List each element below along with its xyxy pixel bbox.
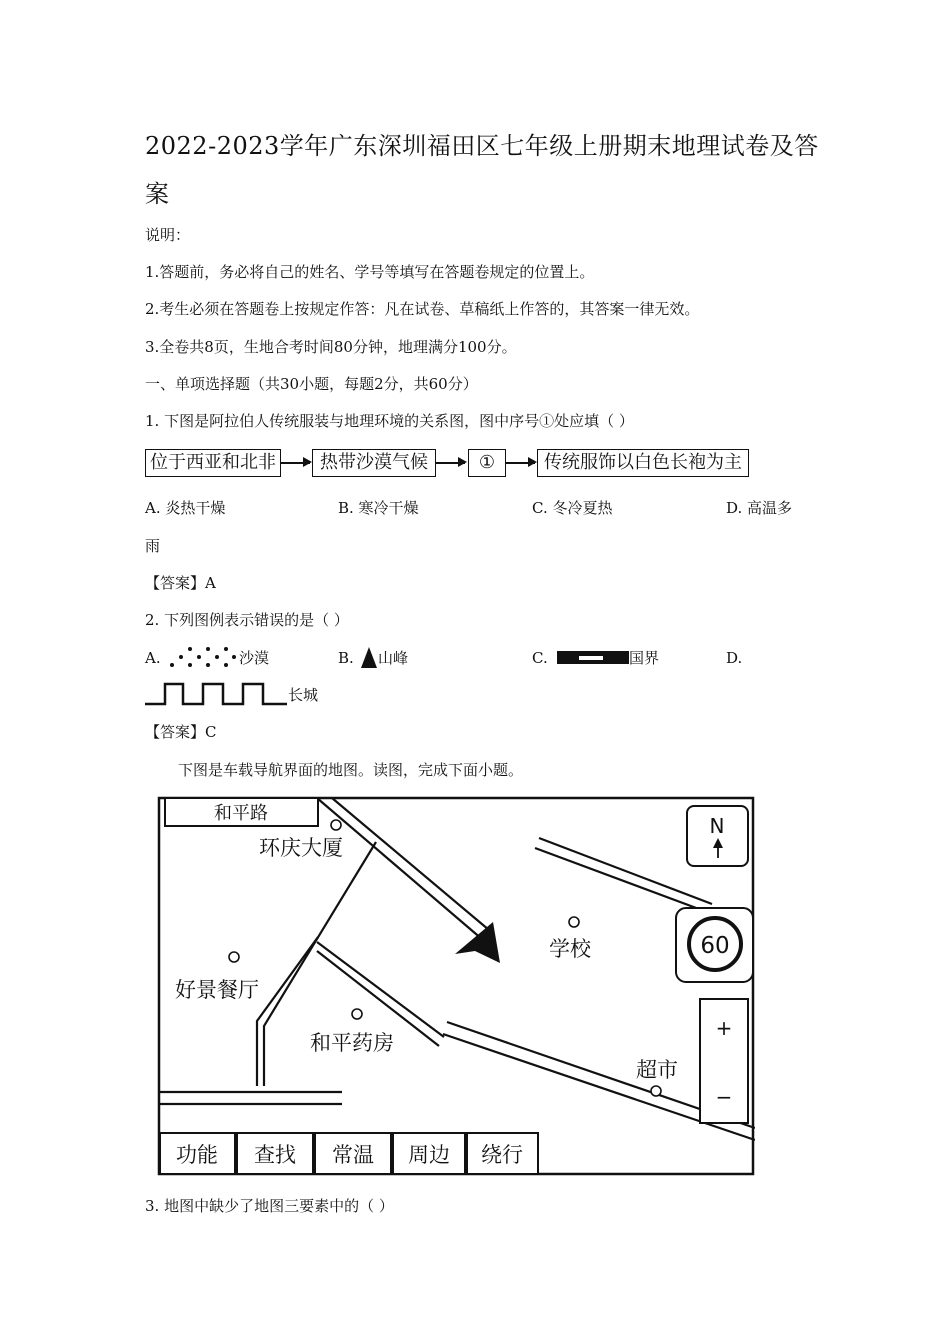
place-huanqing-building: 环庆大厦 [259,836,343,860]
place-marker-icon [229,952,239,962]
q1-answer: 【答案】A [145,574,216,592]
note-item-3: 3.全卷共8页，生地合考时间80分钟，地理满分100分。 [145,338,517,356]
place-haojing-restaurant: 好景餐厅 [175,978,259,1002]
notes-heading: 说明： [145,226,191,244]
zoom-out-button[interactable]: − [715,1085,733,1109]
q2-option-b-label: 山峰 [378,649,409,667]
north-label: N [709,814,725,838]
note-item-1: 1.答题前，务必将自己的姓名、学号等填写在答题卷规定的位置上。 [145,263,595,281]
q2-answer: 【答案】C [145,723,217,741]
q2-option-d-label: 长城 [288,686,319,704]
speed-limit-value: 60 [700,933,730,959]
q1-option-b: B. 寒冷干燥 [338,499,419,517]
search-button[interactable]: 查找 [254,1143,296,1167]
q1-option-d: D. 高温多 [726,499,793,517]
road-name: 和平路 [214,803,268,824]
flow-arrow-icon [506,462,535,464]
place-marker-icon [569,917,579,927]
q2-option-c-letter: C. [532,649,548,667]
place-marker-icon [331,820,341,830]
nearby-button[interactable]: 周边 [408,1143,450,1167]
flow-arrow-icon [436,462,465,464]
flow-box-clothing: 传统服饰以白色长袍为主 [537,449,749,477]
normal-temp-button[interactable]: 常温 [332,1143,374,1167]
border-legend-icon [557,651,629,664]
section-heading: 一、单项选择题（共30小题，每题2分，共60分） [145,375,478,393]
peak-legend-icon [361,647,377,668]
place-heping-pharmacy: 和平药房 [310,1031,394,1055]
map-intro: 下图是车载导航界面的地图。读图，完成下面小题。 [178,761,524,779]
map-button-bar [160,1133,538,1174]
function-button[interactable]: 功能 [176,1143,218,1167]
q1-stem: 1. 下图是阿拉伯人传统服装与地理环境的关系图，图中序号①处应填（ ） [145,412,634,430]
place-supermarket: 超市 [636,1058,678,1082]
zoom-in-button[interactable]: + [715,1016,733,1040]
place-school: 学校 [549,937,591,961]
q1-option-c: C. 冬冷夏热 [532,499,613,517]
navigation-map [157,796,755,1176]
flow-box-location: 位于西亚和北非 [145,449,281,477]
note-item-2: 2.考生必须在答题卷上按规定作答：凡在试卷、草稿纸上作答的，其答案一律无效。 [145,300,700,318]
q2-option-c-label: 国界 [629,649,660,667]
great-wall-legend-icon [145,680,287,706]
q3-stem: 3. 地图中缺少了地图三要素中的（ ） [145,1197,394,1215]
q2-stem: 2. 下列图例表示错误的是（ ） [145,611,349,629]
flow-box-blank: ① [468,449,506,477]
document-title: 2022-2023学年广东深圳福田区七年级上册期末地理试卷及答案 [145,132,819,208]
flow-arrow-icon [281,462,310,464]
place-marker-icon [651,1086,661,1096]
detour-button[interactable]: 绕行 [481,1143,523,1167]
flow-box-climate: 热带沙漠气候 [312,449,436,477]
q2-option-a-letter: A. [145,649,161,667]
place-marker-icon [352,1009,362,1019]
q2-option-a-label: 沙漠 [239,649,270,667]
q1-option-d-wrap: 雨 [145,537,161,555]
q2-option-b-letter: B. [338,649,354,667]
q1-option-a: A. 炎热干燥 [145,499,226,517]
desert-legend-icon [168,643,238,669]
q2-option-d-letter: D. [726,649,743,667]
